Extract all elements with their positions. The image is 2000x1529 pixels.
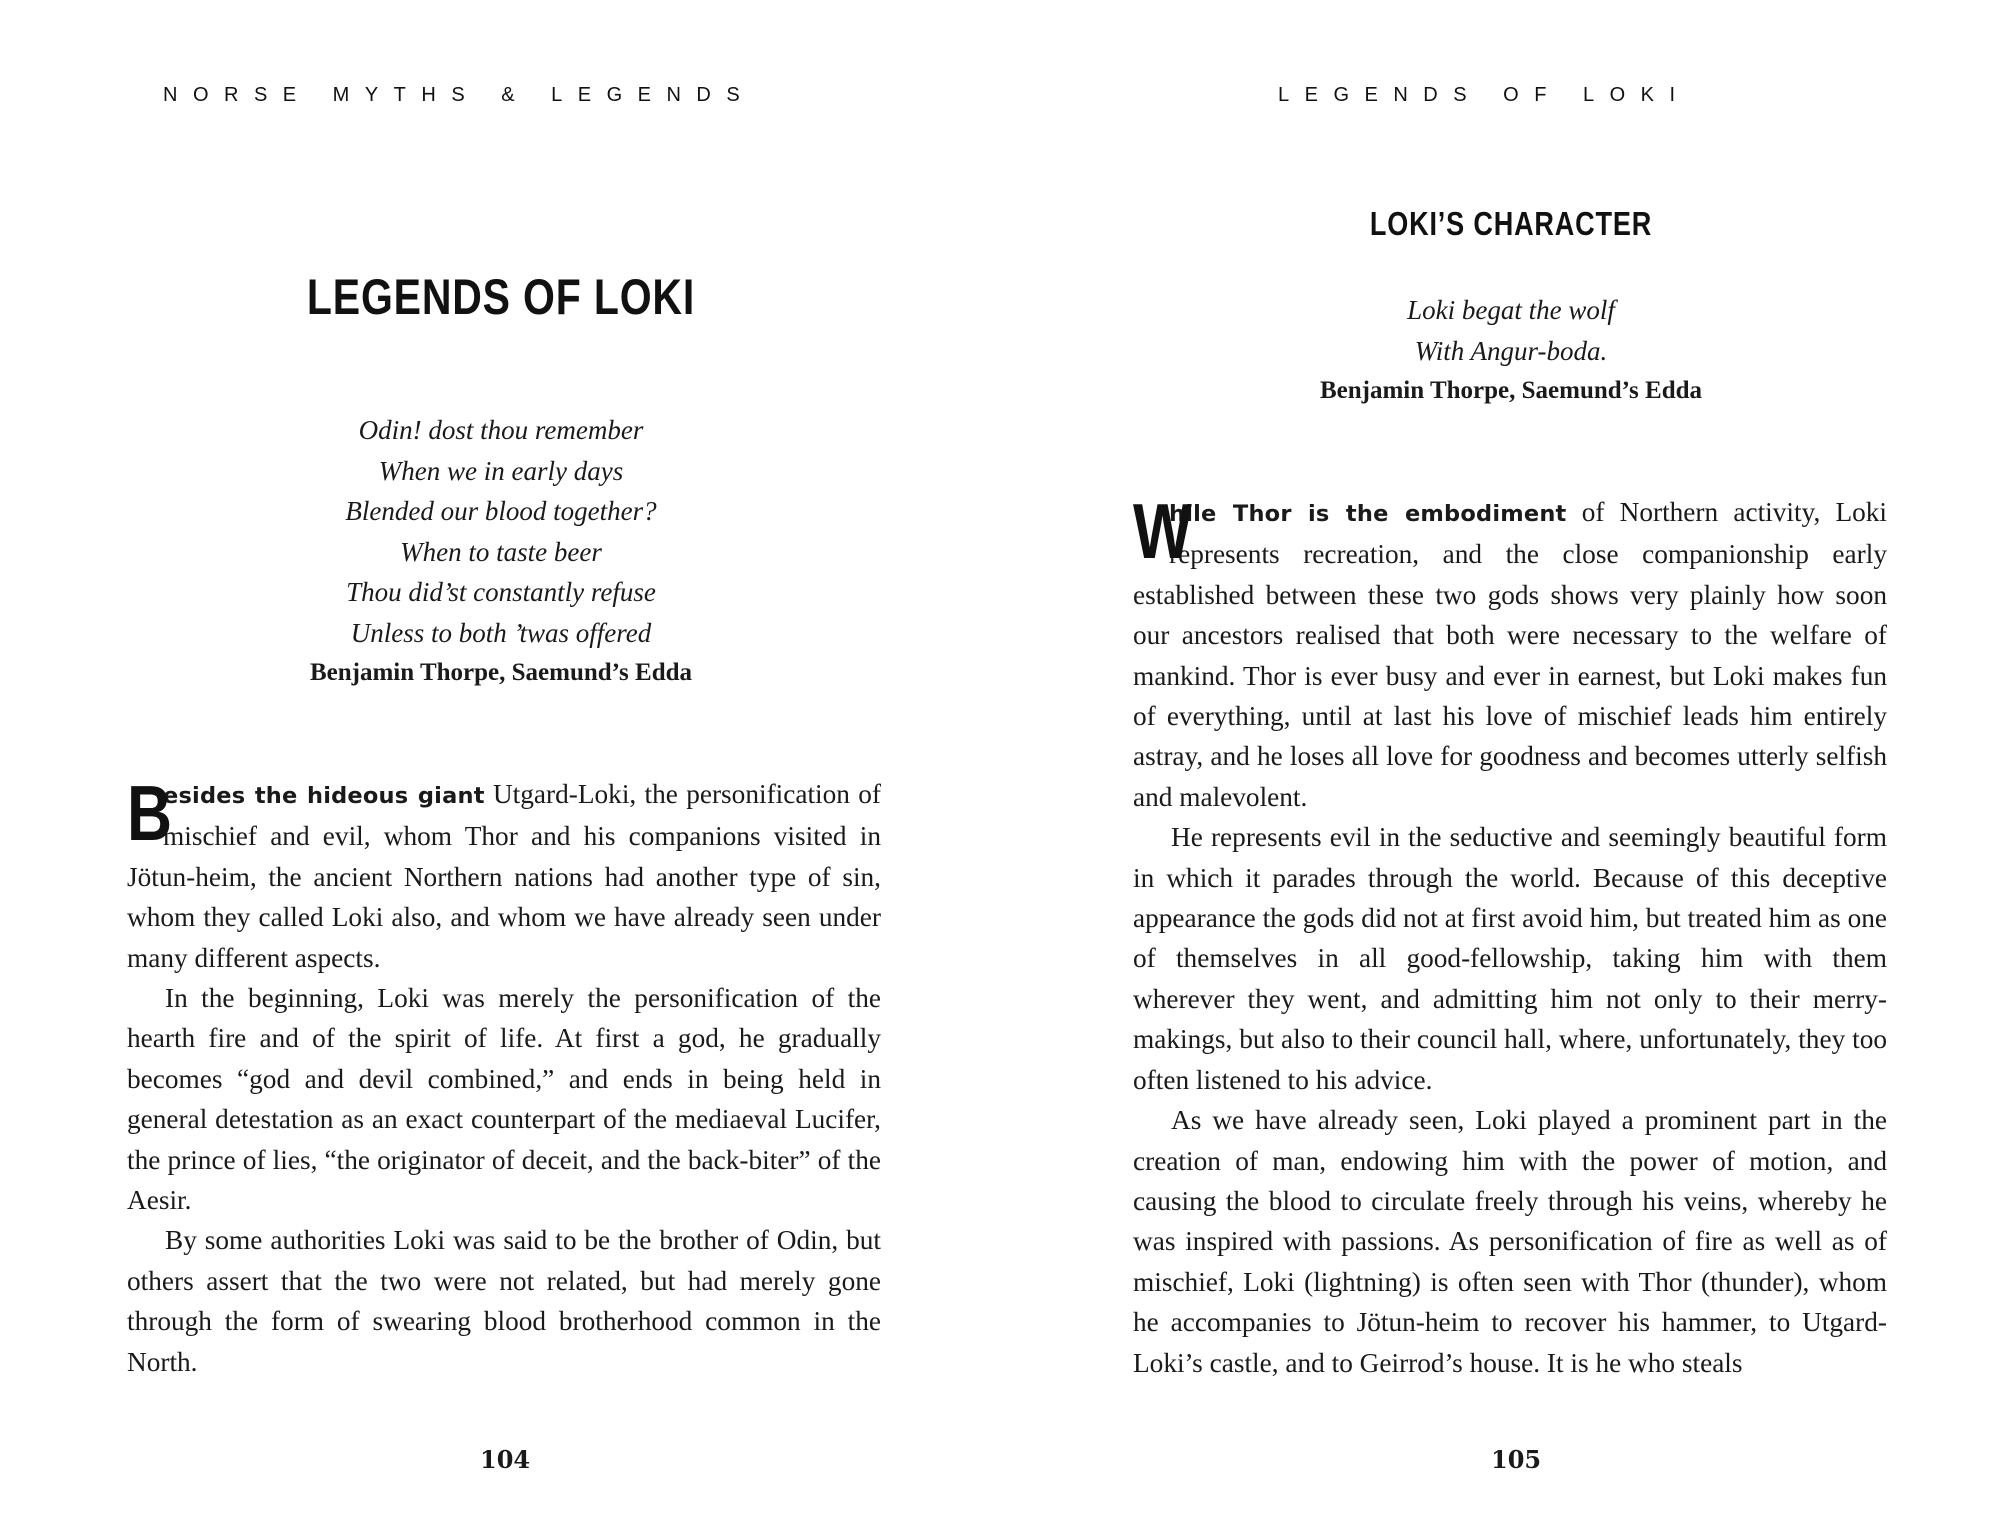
epigraph-line: Unless to both ’twas offered — [350, 617, 652, 648]
paragraph-text: Utgard-Loki, the personification of mischief and evil, whom Thor and his companions visited in Jötun-heim, the ancient Northern nations had another type of sin, whom they called Loki also, and whom we have already seen under many different aspects. — [127, 779, 881, 973]
paragraph — [127, 769, 881, 978]
section-title: LOKI’S CHARACTER — [1369, 205, 1653, 242]
lead-in: esides the hideous giant — [163, 783, 485, 809]
paragraph-text: of Northern activity, Loki represents recreation, and the close companionship early established between these two gods shows very plainly how soon our ancestors realised that both were necessary to the welfare of mankind. Thor is ever busy and ever in earnest, but Loki makes fun of everything, until at last his love of mischief leads him entirely astray, and he loses all love for goodness and becomes utterly selfish and malevolent. — [1133, 497, 1888, 812]
paragraph: He represents evil in the seductive and seemingly beautiful form in which it parades through the world. Because of this deceptive appearance the gods did not at first avoid him, but treated him as one of themselves in all good-fellowship, taking him with them wherever they went, and admitting him not only to their merry-makings, but also to their council hall, where, unfortunately, they too often listened to his advice. — [1133, 822, 1887, 1095]
epigraph-attribution: Benjamin Thorpe, Saemund’s Edda — [309, 659, 693, 686]
epigraph-line: When to taste beer — [400, 536, 602, 567]
epigraph-line: With Angur-boda. — [1414, 335, 1608, 366]
paragraph: As we have already seen, Loki played a prominent part in the creation of man, endowing him with the power of motion, and causing the blood to circulate freely through his veins, whereby he was inspired with passions. As personification of fire as well as of mischief, Loki (lightning) is often seen with Thor (thunder), whom he accompanies to Jötun-heim to recover his hammer, to Utgard-Loki’s castle, and to Geirrod’s house. It is he who steals — [1133, 1105, 1887, 1378]
paragraph — [1133, 487, 1888, 817]
epigraph-line: Loki begat the wolf — [1407, 295, 1615, 325]
epigraph-line: Blended our blood together? — [345, 496, 657, 526]
body-text — [127, 769, 881, 1382]
page-number: 104 — [480, 1445, 531, 1474]
drop-cap: B — [127, 769, 173, 857]
epigraph-attribution: Benjamin Thorpe, Saemund’s Edda — [1319, 377, 1703, 404]
page-number: 105 — [1491, 1445, 1542, 1474]
paragraph: In the beginning, Loki was merely the personification of the hearth fire and of the spirit of life. At first a god, he gradually becomes “god and devil combined,” and ends in being held in general detestation as an exact counterpart of the mediaeval Lucifer, the prince of lies, “the originator of deceit, and the back-biter” of the Aesir. — [127, 983, 881, 1216]
epigraph-line: When we in early days — [378, 455, 624, 486]
epigraph-line: Thou did’st constantly refuse — [346, 577, 656, 607]
drop-cap: W — [1133, 487, 1192, 575]
epigraph — [126, 410, 876, 694]
epigraph — [1136, 290, 1886, 412]
lead-in: hile Thor is the embodiment — [1169, 501, 1567, 527]
epigraph-line: Odin! dost thou remember — [358, 415, 644, 445]
running-head: LEGENDS OF LOKI — [1278, 84, 1691, 106]
running-head: NORSE MYTHS & LEGENDS — [163, 84, 756, 106]
paragraph: By some authorities Loki was said to be the brother of Odin, but others assert that the two were not related, but had merely gone through the form of swearing blood brotherhood common in the North. — [127, 1225, 881, 1377]
chapter-title: LEGENDS OF LOKI — [306, 269, 696, 325]
body-text — [1133, 487, 1888, 1383]
right-page — [1000, 0, 2000, 1529]
